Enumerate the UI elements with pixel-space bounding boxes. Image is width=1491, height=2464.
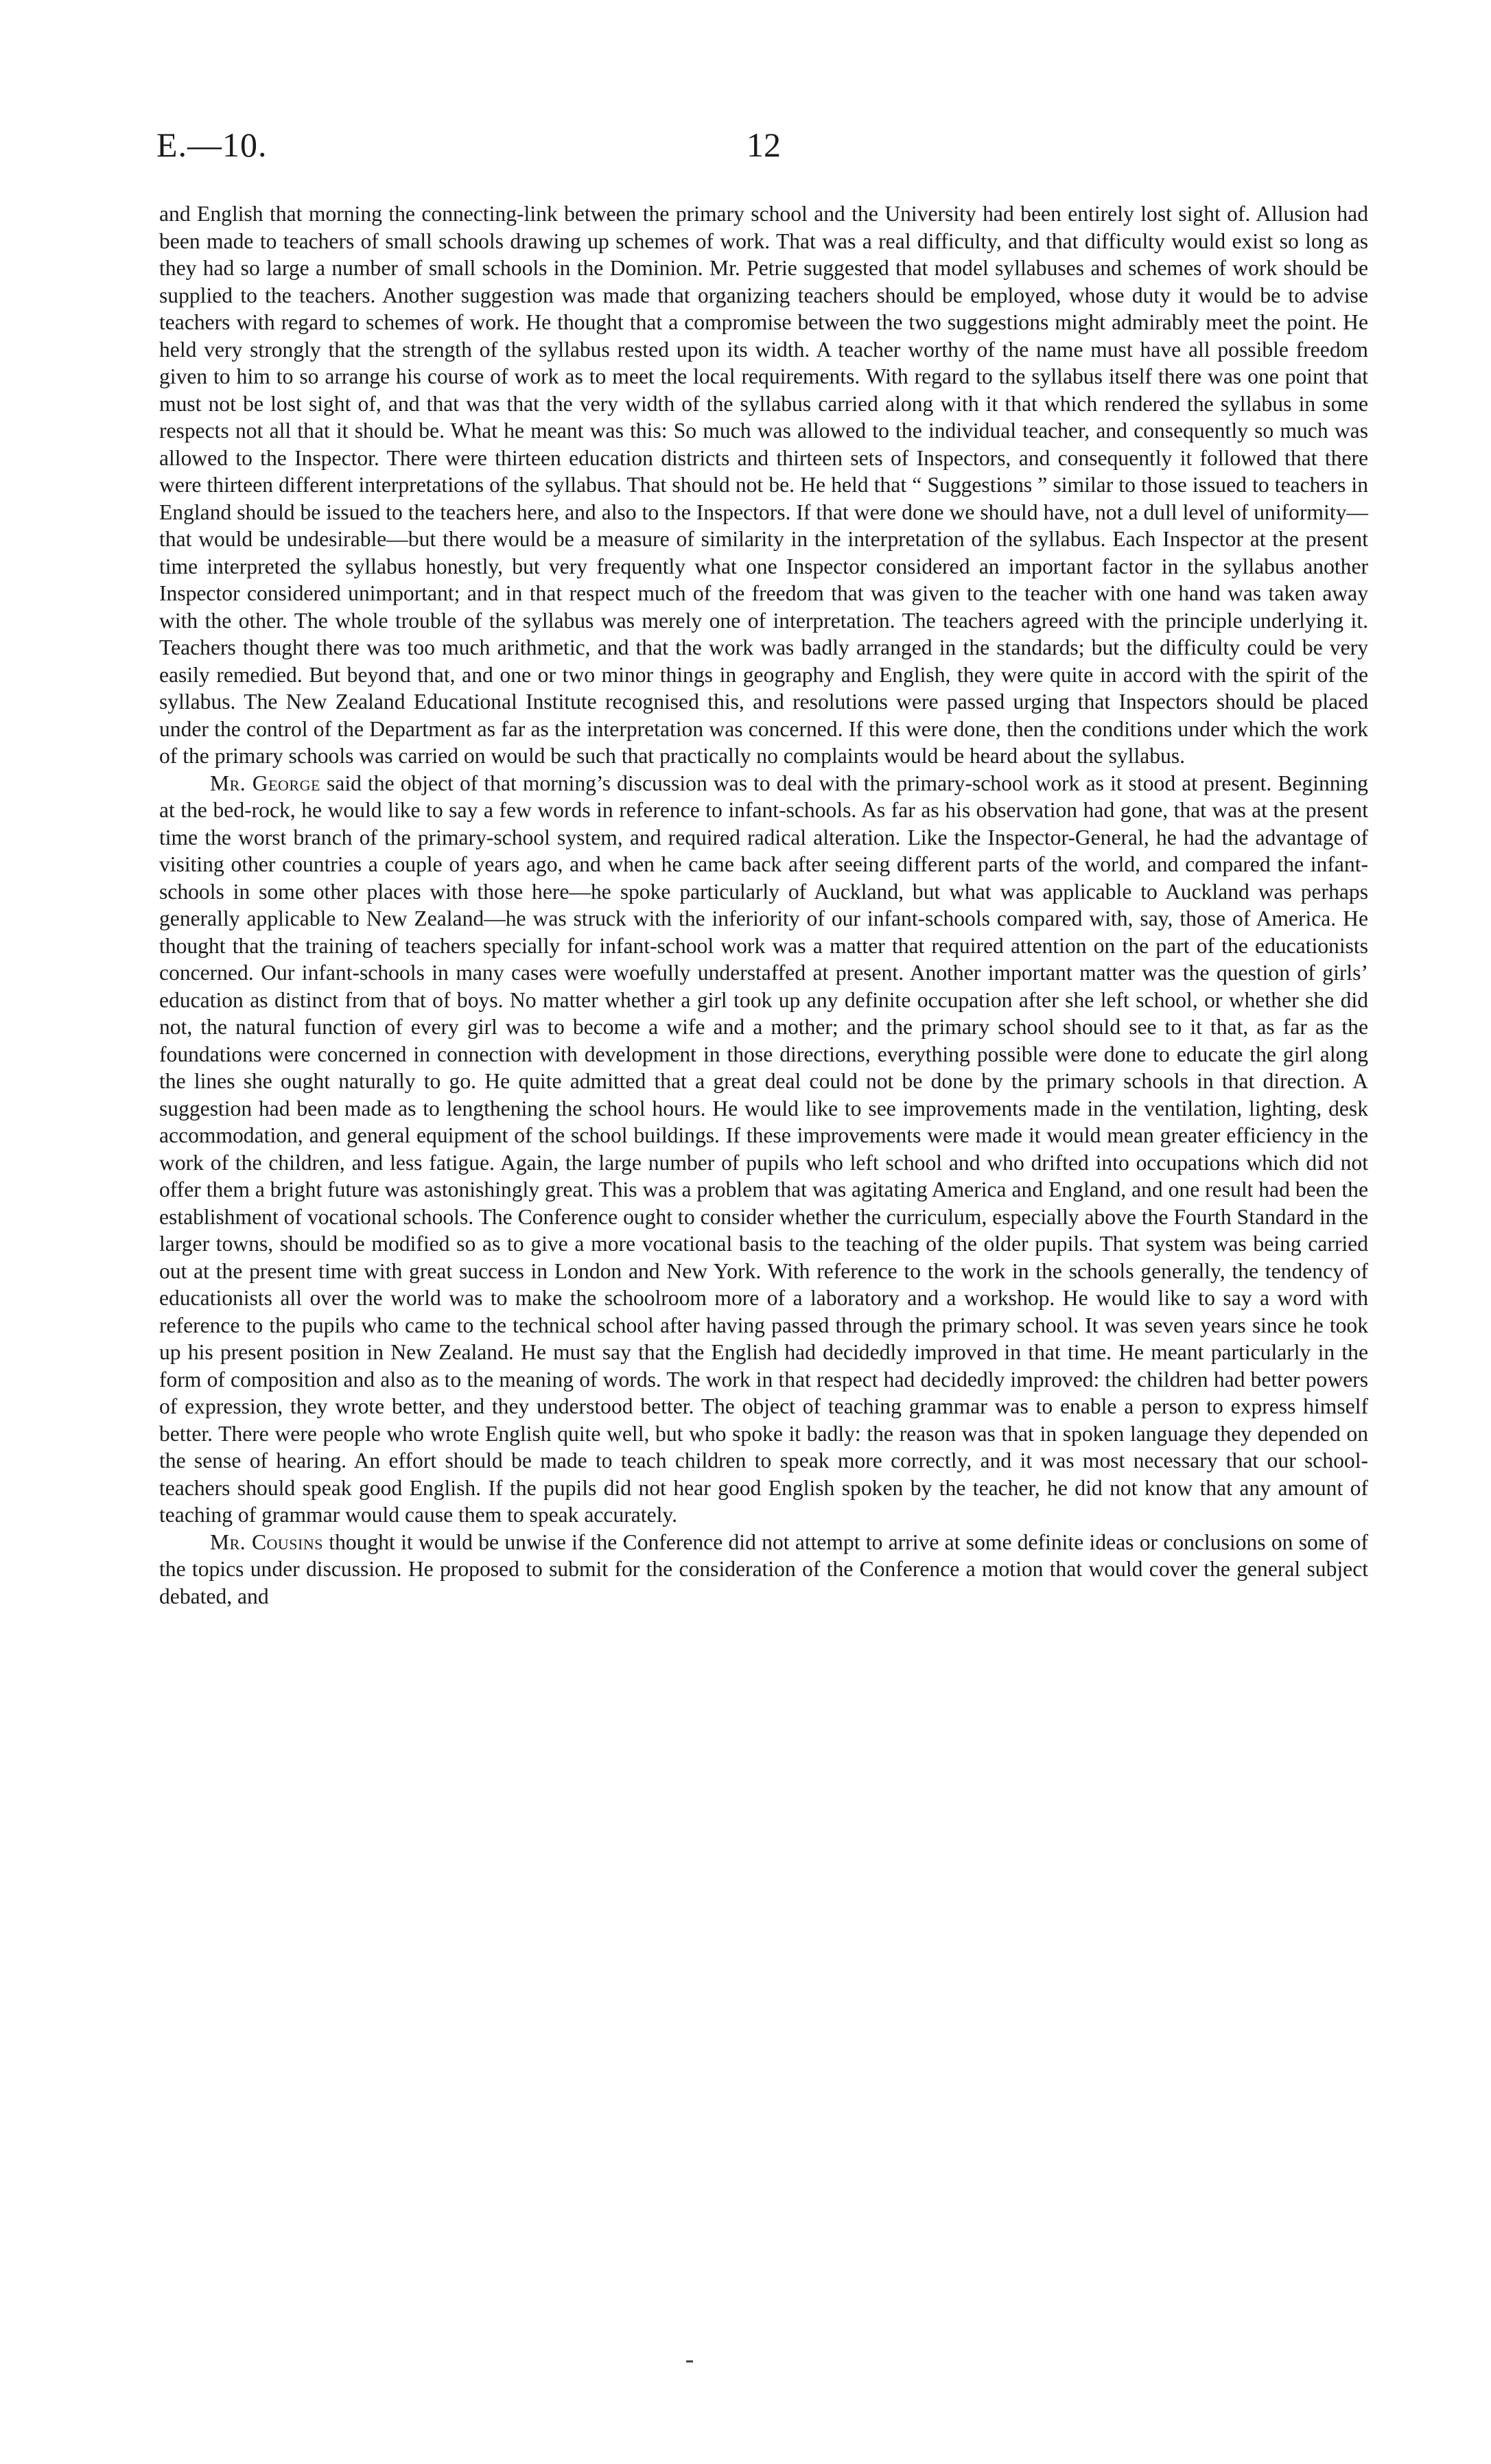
ink-speck	[686, 2360, 693, 2362]
paragraph-2-text: said the object of that morning’s discussion was to deal with the primary-school work as it stood at present. Beginning at the bed-rock, he would like to say a few words in reference to infant-schools. As far as his observation had gone, that was at the present time the worst branch of the primary-school system, and required radical alteration. Like the Inspector-General, he had the advantage of visiting other countries a couple of years ago, and when he came back after seeing different parts of the world, and compared the infant-schools in some other places with those here—he spoke particularly of Auckland, but what was applicable to Auckland was perhaps generally applicable to New Zealand—he was struck with the inferiority of our infant-schools compared with, say, those of America. He thought that the training of teachers specially for infant-school work was a matter that required attention on the part of the educationists concerned. Our infant-schools in many cases were woefully understaffed at present. Another important matter was the question of girls’ education as distinct from that of boys. No matter whether a girl took up any definite occupation after she left school, or whether she did not, the natural function of every girl was to become a wife and a mother; and the primary school should see to it that, as far as the foundations were concerned in connection with development in those directions, everything possible were done to educate the girl along the lines she ought naturally to go. He quite admitted that a great deal could not be done by the primary schools in that direction. A suggestion had been made as to lengthening the school hours. He would like to see improvements made in the ventilation, lighting, desk accommodation, and general equipment of the school buildings. If these improvements were made it would mean greater efficiency in the work of the children, and less fatigue. Again, the large number of pupils who left school and who drifted into occupations which did not offer them a bright future was astonishingly great. This was a problem that was agitating America and England, and one result had been the establishment of vocational schools. The Conference ought to consider whether the curriculum, especially above the Fourth Standard in the larger towns, should be modified so as to give a more vocational basis to the teaching of the older pupils. That system was being carried out at the present time with great success in London and New York. With reference to the work in the schools generally, the tendency of educationists all over the world was to make the schoolroom more of a laboratory and a workshop. He would like to say a word with reference to the pupils who came to the technical school after having passed through the primary school. It was seven years since he took up his present position in New Zealand. He must say that the English had decidedly improved in that time. He meant particularly in the form of composition and also as to the meaning of words. The work in that respect had decidedly improved: the children had better powers of expression, they wrote better, and they understood better. The object of teaching grammar was to enable a person to express himself better. There were people who wrote English quite well, but who spoke it badly: the reason was that in spoken language they depended on the sense of hearing. An effort should be made to teach children to speak more correctly, and it was most necessary that our school-teachers should speak good English. If the pupils did not hear good English spoken by the teacher, he did not know that any amount of teaching of grammar would cause them to speak accurately.	[159, 771, 1368, 1527]
document-reference: E.—10.	[156, 126, 268, 164]
page-header	[156, 125, 1371, 166]
paragraph-1	[159, 200, 1368, 770]
paragraph-3-text: thought it would be unwise if the Conference did not attempt to arrive at some definite ideas or conclusions on some of the topics under discussion. He proposed to submit for the consideration of the Conference a motion that would cover the general subject debated, and	[159, 1529, 1368, 1608]
paragraph-2-speaker: Mr. George	[210, 771, 320, 795]
page-number: 12	[747, 126, 781, 164]
body-text	[159, 200, 1368, 1610]
paragraph-3	[159, 1529, 1368, 1610]
paragraph-1-text: and English that morning the connecting-link between the primary school and the University had been entirely lost sight of. Allusion had been made to teachers of small schools drawing up schemes of work. That was a real difficulty, and that difficulty would exist so long as they had so large a number of small schools in the Dominion. Mr. Petrie suggested that model syllabuses and schemes of work should be supplied to the teachers. Another suggestion was made that organizing teachers should be employed, whose duty it would be to advise teachers with regard to schemes of work. He thought that a compromise between the two suggestions might admirably meet the point. He held very strongly that the strength of the syllabus rested upon its width. A teacher worthy of the name must have all possible freedom given to him to so arrange his course of work as to meet the local requirements. With regard to the syllabus itself there was one point that must not be lost sight of, and that was that the very width of the syllabus carried along with it that which rendered the syllabus in some respects not all that it should be. What he meant was this: So much was allowed to the individual teacher, and consequently so much was allowed to the Inspector. There were thirteen education districts and thirteen sets of Inspectors, and consequently it followed that there were thirteen different interpretations of the syllabus. That should not be. He held that “ Suggestions ” similar to those issued to teachers in England should be issued to the teachers here, and also to the Inspectors. If that were done we should have, not a dull level of uniformity—that would be undesirable—but there would be a measure of similarity in the interpretation of the syllabus. Each Inspector at the present time interpreted the syllabus honestly, but very frequently what one Inspector considered an important factor in the syllabus another Inspector considered unimportant; and in that respect much of the freedom that was given to the teacher with one hand was taken away with the other. The whole trouble of the syllabus was merely one of interpretation. The teachers agreed with the principle underlying it. Teachers thought there was too much arithmetic, and that the work was badly arranged in the standards; but the difficulty could be very easily remedied. But beyond that, and one or two minor things in geography and English, they were quite in accord with the spirit of the syllabus. The New Zealand Educational Institute recognised this, and resolutions were passed urging that Inspectors should be placed under the control of the Department as far as the interpretation was concerned. If this were done, then the conditions under which the work of the primary schools was carried on would be such that practically no complaints would be heard about the syllabus.	[159, 202, 1368, 768]
paragraph-2	[159, 770, 1368, 1529]
paragraph-3-speaker: Mr. Cousins	[210, 1529, 323, 1554]
